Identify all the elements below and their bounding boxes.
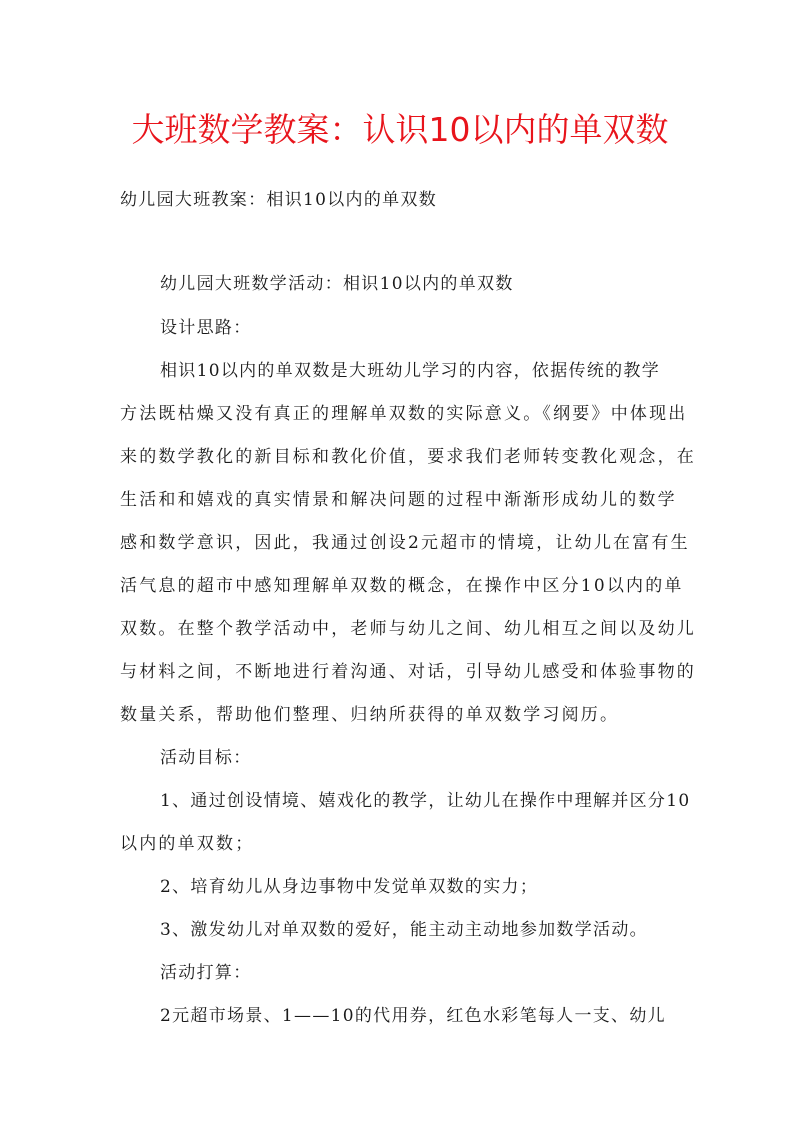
goal-1-line-2: 以内的单双数； [120,834,255,854]
design-paragraph-line: 感和数学意识，因此，我通过创设2元超市的情境，让幼儿在富有生 [120,533,690,553]
subtitle: 幼儿园大班教案：相识10以内的单双数 [120,190,438,210]
goal-1-line-1: 1、通过创设情境、嬉戏化的教学，让幼儿在操作中理解并区分10 [160,791,691,811]
goal-2: 2、培育幼儿从身边事物中发觉单双数的实力； [160,877,539,897]
prep-line-1: 2元超市场景、1——10的代用券，红色水彩笔每人一支、幼儿 [160,1006,666,1026]
design-heading: 设计思路： [160,318,252,338]
activity-heading: 幼儿园大班数学活动：相识10以内的单双数 [160,274,514,294]
design-paragraph-line: 来的数学教化的新目标和教化价值，要求我们老师转变教化观念，在 [120,447,696,467]
design-paragraph-line: 与材料之间，不断地进行着沟通、对话，引导幼儿感受和体验事物的 [120,662,696,682]
design-paragraph-line: 活气息的超市中感知理解单双数的概念，在操作中区分10以内的单 [120,576,684,596]
design-paragraph-line: 相识10以内的单双数是大班幼儿学习的内容，依据传统的教学 [160,361,661,381]
design-paragraph-line: 数量关系，帮助他们整理、归纳所获得的单双数学习阅历。 [120,705,620,725]
design-paragraph-line: 双数。在整个教学活动中，老师与幼儿之间、幼儿相互之间以及幼儿 [120,619,696,639]
design-paragraph-line: 方法既枯燥又没有真正的理解单双数的实际意义。《纲要》中体现出 [120,404,688,424]
design-paragraph-line: 生活和和嬉戏的真实情景和解决问题的过程中渐渐形成幼儿的数学 [120,490,677,510]
document-title: 大班数学教案：认识10以内的单双数 [131,110,669,149]
prep-heading: 活动打算： [160,963,252,983]
goal-3: 3、激发幼儿对单双数的爱好，能主动主动地参加数学活动。 [160,920,648,940]
goals-heading: 活动目标： [160,748,252,768]
